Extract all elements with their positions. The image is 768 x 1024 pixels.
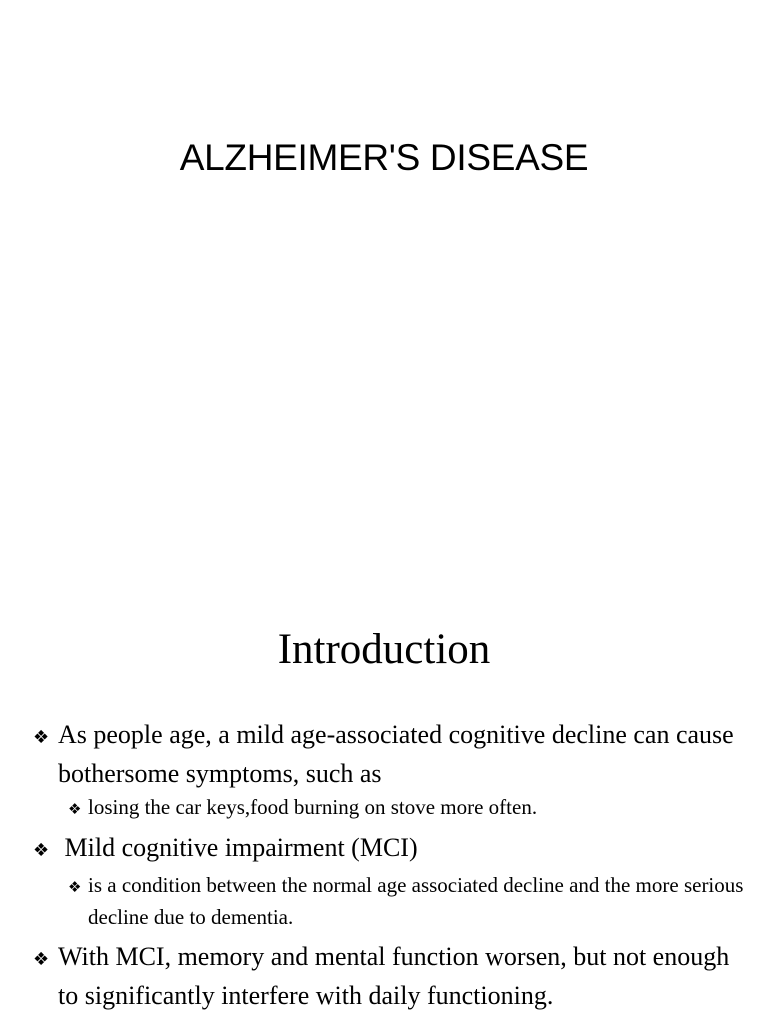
bullet-text: As people age, a mild age-associated cognitive decline can cause bothersome symptoms, such as [58, 720, 734, 788]
diamond-bullet-icon: ❖ [33, 727, 50, 748]
sub-bullet-item [68, 792, 748, 824]
slide-title-alzheimers: ALZHEIMER'S DISEASE [179, 137, 589, 178]
bullet-text: Mild cognitive impairment (MCI) [58, 833, 418, 862]
slide-title-introduction: Introduction [277, 626, 491, 673]
diamond-bullet-icon: ❖ [68, 878, 82, 896]
diamond-bullet-icon: ❖ [68, 800, 82, 818]
bullet-item [33, 939, 748, 1014]
bullet-text: losing the car keys,food burning on stove more often. [88, 795, 538, 819]
bullet-item [33, 830, 748, 869]
bullet-item [33, 717, 748, 792]
bullet-text: is a condition between the normal age associated decline and the more serious decline due to dementia. [88, 873, 744, 929]
bullet-text: With MCI, memory and mental function worsen, but not enough to significantly interfere with daily functioning. [58, 942, 730, 1010]
diamond-bullet-icon: ❖ [33, 949, 50, 970]
sub-bullet-item [68, 870, 748, 932]
diamond-bullet-icon: ❖ [33, 840, 50, 861]
